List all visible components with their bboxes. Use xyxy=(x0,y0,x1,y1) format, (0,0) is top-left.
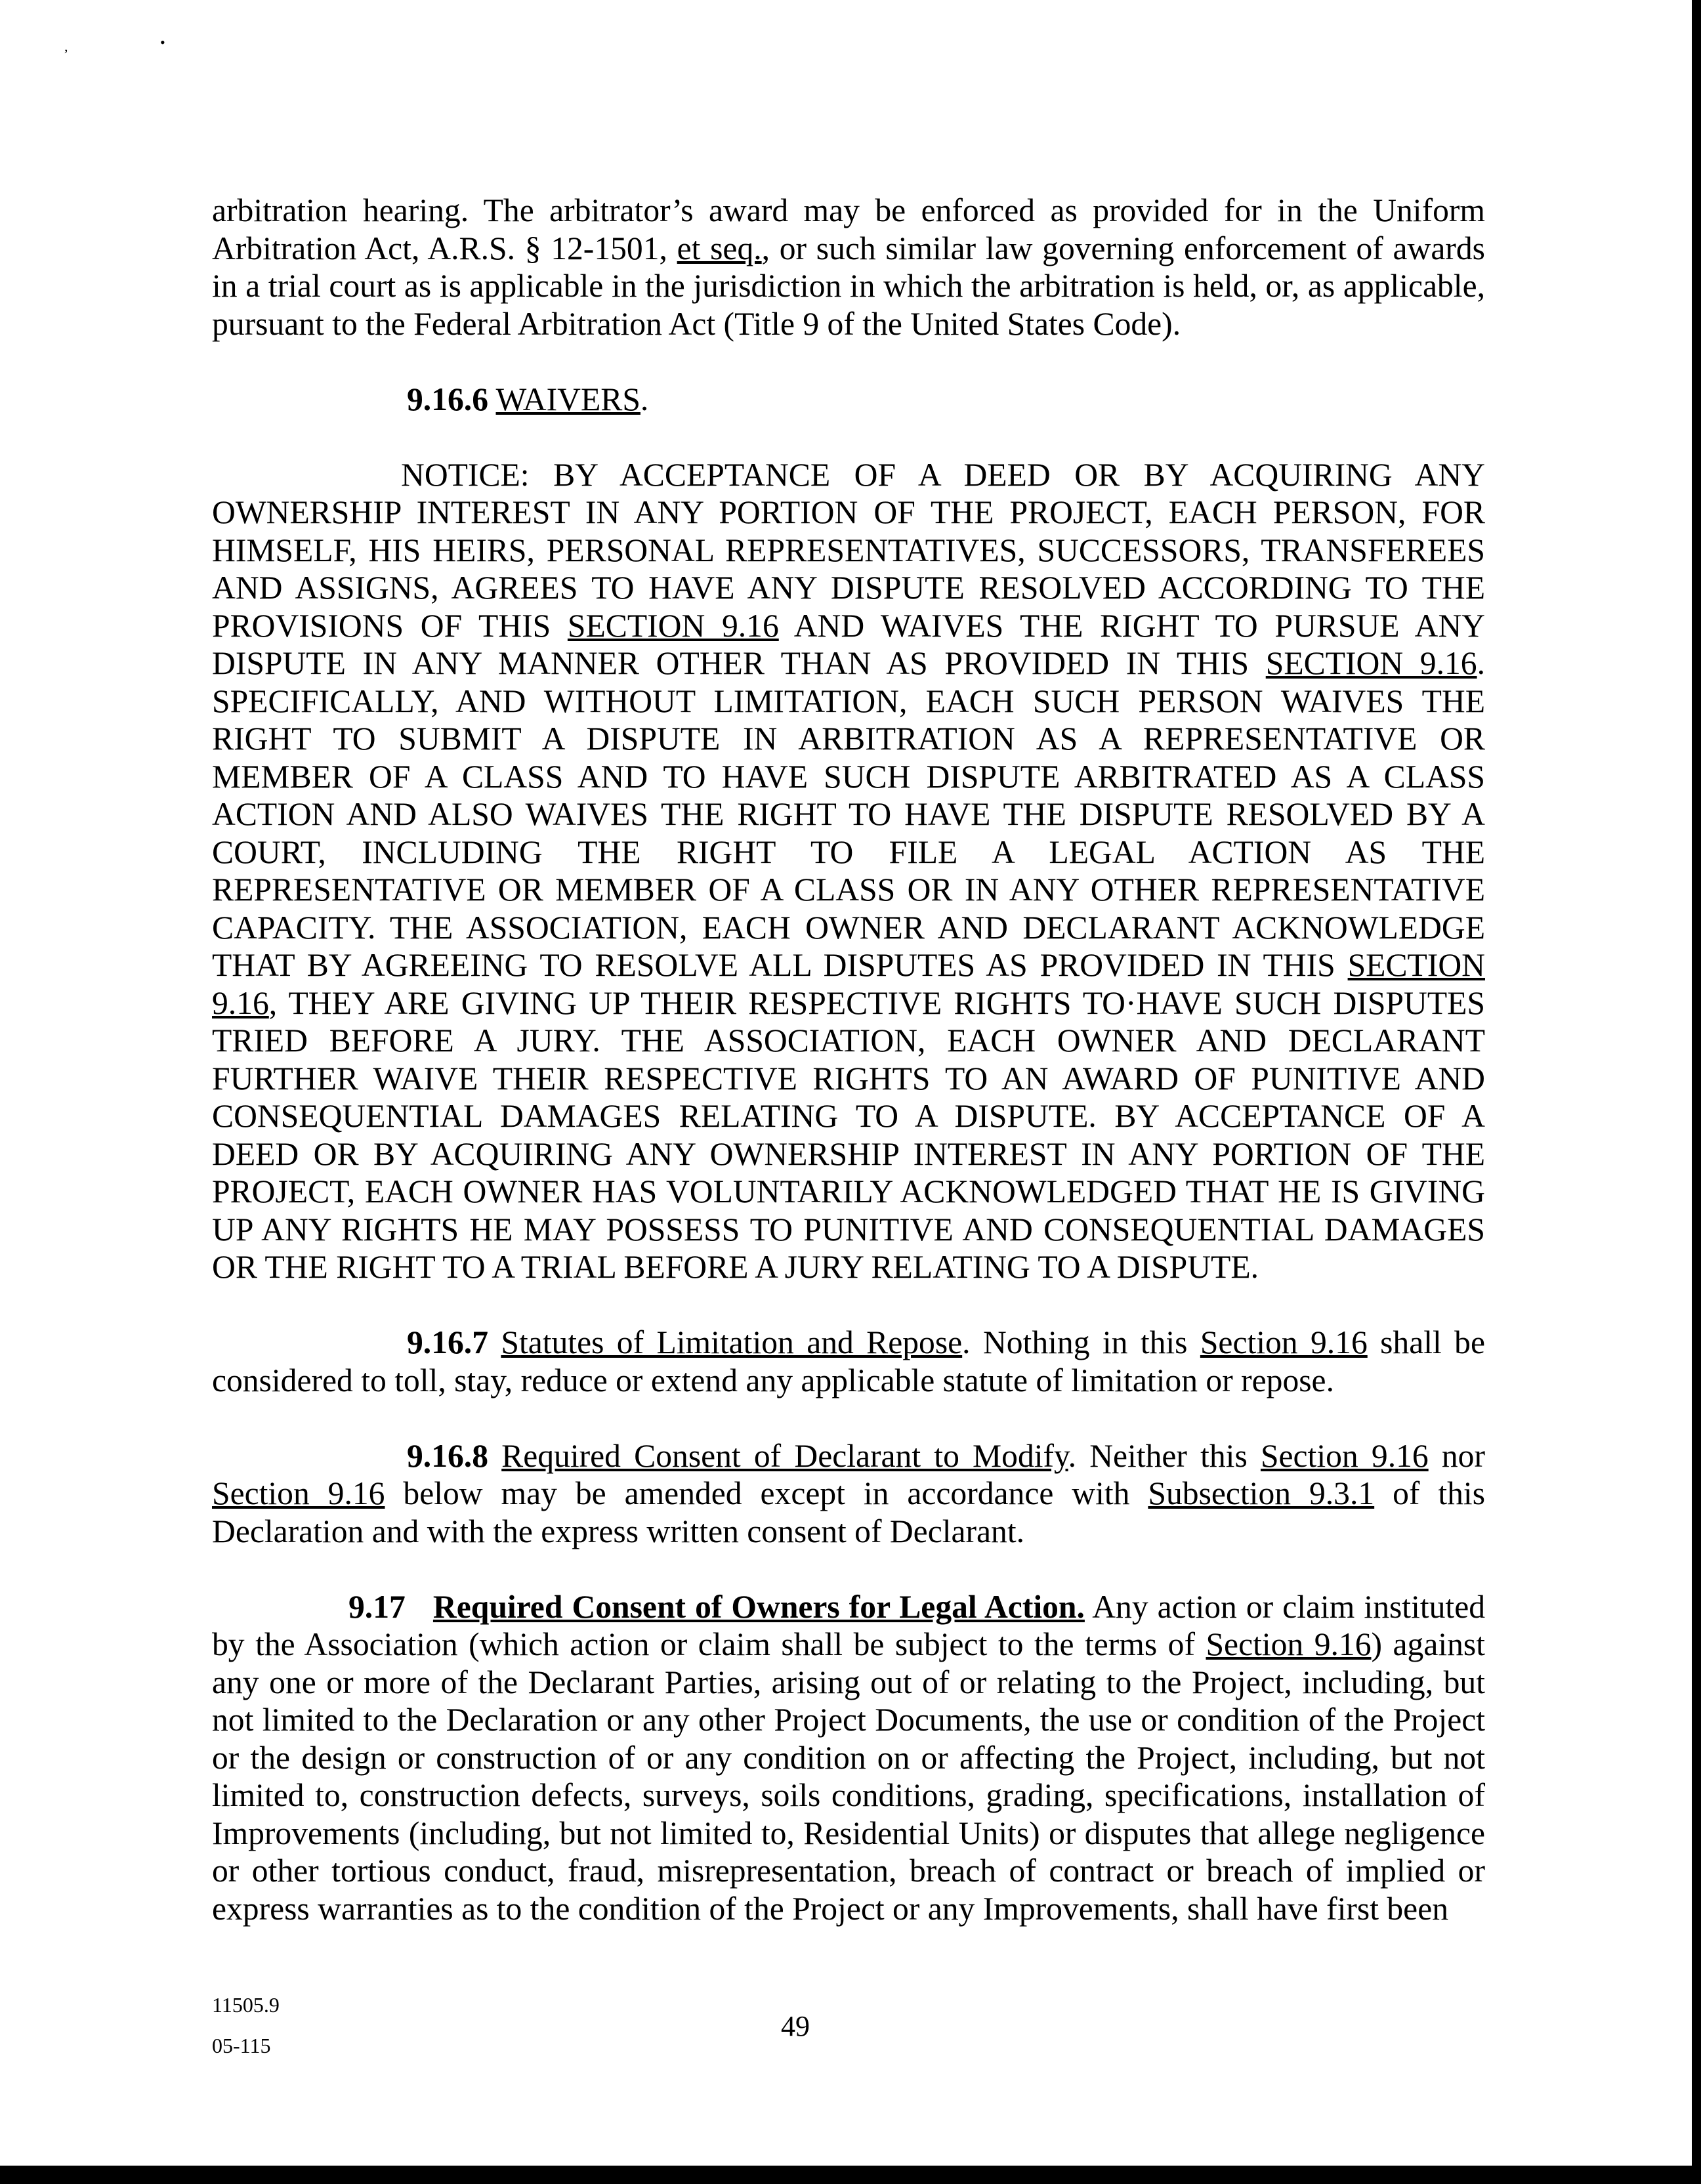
footer-doc-ids xyxy=(212,1984,280,2066)
footer-doc-number: 11505.9 xyxy=(212,1993,280,2017)
section-heading-9-16-6: 9.16.6 WAIVERS. xyxy=(407,381,649,417)
section-title: WAIVERS xyxy=(495,381,640,417)
section-reference: Section 9.16 xyxy=(212,1475,385,1511)
section-reference: SECTION 9.16 xyxy=(212,947,1485,1021)
section-number: 9.16.8 xyxy=(407,1437,488,1474)
footer-file-number: 05-115 xyxy=(212,2034,271,2057)
section-number: 9.16.7 xyxy=(407,1324,488,1360)
section-9-16-7-paragraph: 9.16.7 Statutes of Limitation and Repose. Nothing in this Section 9.16 shall be considered to toll, stay, reduce or extend any applicable statute of limitation or repose. xyxy=(212,1324,1485,1398)
paragraph-arbitration-award: arbitration hearing. The arbitrator’s award may be enforced as provided for in the Uniform Arbitration Act, A.R.S. § 12-1501, et seq., or such similar law governing enforcement of awards in a trial court as is applicable in the jurisdiction in which the arbitration is held, or, as applicable, pursuant to the Federal Arbitration Act (Title 9 of the United States Code). xyxy=(212,192,1485,342)
section-title: Required Consent of Declarant to Modify xyxy=(501,1437,1068,1474)
section-9-17-paragraph: 9.17 Required Consent of Owners for Legal Action. Any action or claim instituted by the Association (which action or claim shall be subject to the terms of Section 9.16) against any one or more of the Declarant Parties, arising out of or relating to the Project, including, but not limited to the Declaration or any other Project Documents, the use or condition of the Project or the design or construction of or any condition on or affecting the Project, including, but not limited to, construction defects, surveys, soils conditions, grading, specifications, installation of Improvements (including, but not limited to, Residential Units) or disputes that allege negligence or other tortious conduct, fraud, misrepresentation, breach of contract or breach of implied or express warranties as to the condition of the Project or any Improvements, shall have first been xyxy=(212,1588,1486,1927)
section-reference: Section 9.16 xyxy=(1260,1437,1429,1474)
et-seq-citation: et seq. xyxy=(677,230,762,266)
page-border-bottom xyxy=(0,2166,1701,2184)
section-title: Statutes of Limitation and Repose xyxy=(501,1324,963,1360)
section-title: Required Consent of Owners for Legal Action. xyxy=(432,1588,1085,1625)
document-body xyxy=(212,192,1485,1927)
waiver-notice-paragraph: NOTICE: BY ACCEPTANCE OF A DEED OR BY ACQUIRING ANY OWNERSHIP INTEREST IN ANY PORTION OF THE PROJECT, EACH PERSON, FOR HIMSELF, HIS HEIRS, PERSONAL REPRESENTATIVES, SUCCESSORS, TRANSFEREES AND ASSIGNS, AGREES TO HAVE ANY DISPUTE RESOLVED ACCORDING TO THE PROVISIONS OF THIS SECTION 9.16 AND WAIVES THE RIGHT TO PURSUE ANY DISPUTE IN ANY MANNER OTHER THAN AS PROVIDED IN THIS SECTION 9.16. SPECIFICALLY, AND WITHOUT LIMITATION, EACH SUCH PERSON WAIVES THE RIGHT TO SUBMIT A DISPUTE IN ARBITRATION AS A REPRESENTATIVE OR MEMBER OF A CLASS AND TO HAVE SUCH DISPUTE ARBITRATED AS A CLASS ACTION AND ALSO WAIVES THE RIGHT TO HAVE THE DISPUTE RESOLVED BY A COURT, INCLUDING THE RIGHT TO FILE A LEGAL ACTION AS THE REPRESENTATIVE OR MEMBER OF A CLASS OR IN ANY OTHER REPRESENTATIVE CAPACITY. THE ASSOCIATION, EACH OWNER AND DECLARANT ACKNOWLEDGE THAT BY AGREEING TO RESOLVE ALL DISPUTES AS PROVIDED IN THIS SECTION 9.16, THEY ARE GIVING UP THEIR RESPECTIVE RIGHTS TO·HAVE SUCH DISPUTES TRIED BEFORE A JURY. THE ASSOCIATION, EACH OWNER AND DECLARANT FURTHER WAIVE THEIR RESPECTIVE RIGHTS TO AN AWARD OF PUNITIVE AND CONSEQUENTIAL DAMAGES RELATING TO A DISPUTE. BY ACCEPTANCE OF A DEED OR BY ACQUIRING ANY OWNERSHIP INTEREST IN ANY PORTION OF THE PROJECT, EACH OWNER HAS VOLUNTARILY ACKNOWLEDGED THAT HE IS GIVING UP ANY RIGHTS HE MAY POSSESS TO PUNITIVE AND CONSEQUENTIAL DAMAGES OR THE RIGHT TO A TRIAL BEFORE A JURY RELATING TO A DISPUTE. xyxy=(212,456,1485,1285)
scan-speck: • xyxy=(160,34,165,51)
section-reference: SECTION 9.16 xyxy=(567,607,779,644)
section-reference: Section 9.16 xyxy=(1206,1626,1372,1662)
section-reference: SECTION 9.16 xyxy=(1265,645,1477,681)
section-reference: Section 9.16 xyxy=(1200,1324,1368,1360)
subsection-reference: Subsection 9.3.1 xyxy=(1148,1475,1375,1511)
page-border-right xyxy=(1692,0,1701,2184)
page-number: 49 xyxy=(781,2010,810,2042)
section-9-16-8-paragraph: 9.16.8 Required Consent of Declarant to Modify. Neither this Section 9.16 nor Section 9.16 below may be amended except in accordance with Subsection 9.3.1 of this Declaration and with the express written consent of Declarant. xyxy=(212,1437,1485,1549)
scan-speck: , xyxy=(64,38,68,54)
section-number: 9.17 xyxy=(348,1588,406,1625)
section-number: 9.16.6 xyxy=(407,381,488,417)
